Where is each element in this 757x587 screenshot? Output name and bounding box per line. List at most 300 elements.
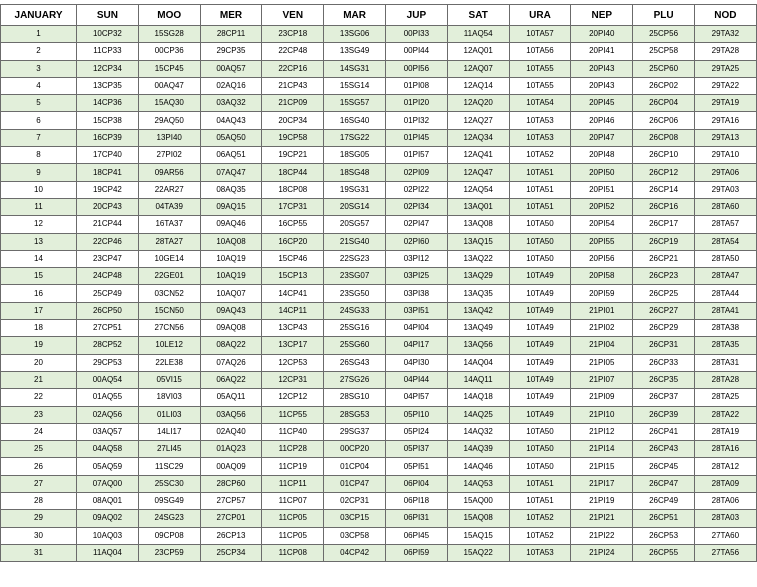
position-cell: 10TA49 bbox=[509, 371, 571, 388]
position-cell: 25CP49 bbox=[77, 285, 139, 302]
table-row bbox=[1, 302, 757, 319]
column-header-pluto: PLU bbox=[633, 5, 695, 26]
position-cell: 13SG06 bbox=[324, 26, 386, 43]
day-cell: 3 bbox=[1, 60, 77, 77]
day-cell: 16 bbox=[1, 285, 77, 302]
position-cell: 03AQ56 bbox=[200, 406, 262, 423]
table-row bbox=[1, 95, 757, 112]
position-cell: 25CP58 bbox=[633, 43, 695, 60]
position-cell: 00PI56 bbox=[385, 60, 447, 77]
position-cell: 29TA32 bbox=[694, 26, 756, 43]
position-cell: 28TA60 bbox=[694, 198, 756, 215]
day-cell: 18 bbox=[1, 320, 77, 337]
day-cell: 21 bbox=[1, 371, 77, 388]
position-cell: 28SG10 bbox=[324, 389, 386, 406]
position-cell: 01PI32 bbox=[385, 112, 447, 129]
column-header-sun: SUN bbox=[77, 5, 139, 26]
position-cell: 21SG40 bbox=[324, 233, 386, 250]
day-cell: 22 bbox=[1, 389, 77, 406]
position-cell: 13CP43 bbox=[262, 320, 324, 337]
position-cell: 18SG48 bbox=[324, 164, 386, 181]
position-cell: 05PI37 bbox=[385, 441, 447, 458]
position-cell: 02AQ56 bbox=[77, 406, 139, 423]
position-cell: 10AQ19 bbox=[200, 268, 262, 285]
position-cell: 03CP15 bbox=[324, 510, 386, 527]
table-row bbox=[1, 354, 757, 371]
position-cell: 21PI01 bbox=[571, 302, 633, 319]
position-cell: 28TA28 bbox=[694, 371, 756, 388]
position-cell: 10TA51 bbox=[509, 164, 571, 181]
position-cell: 01AQ55 bbox=[77, 389, 139, 406]
day-cell: 26 bbox=[1, 458, 77, 475]
position-cell: 03AQ57 bbox=[77, 423, 139, 440]
position-cell: 02PI60 bbox=[385, 233, 447, 250]
table-row bbox=[1, 147, 757, 164]
position-cell: 09AR56 bbox=[138, 164, 200, 181]
position-cell: 14AQ11 bbox=[447, 371, 509, 388]
position-cell: 29TA19 bbox=[694, 95, 756, 112]
position-cell: 04TA39 bbox=[138, 198, 200, 215]
position-cell: 26CP53 bbox=[633, 527, 695, 544]
position-cell: 06PI59 bbox=[385, 544, 447, 561]
position-cell: 25CP60 bbox=[633, 60, 695, 77]
position-cell: 20PI48 bbox=[571, 147, 633, 164]
position-cell: 29TA06 bbox=[694, 164, 756, 181]
position-cell: 28TA50 bbox=[694, 250, 756, 267]
position-cell: 26CP04 bbox=[633, 95, 695, 112]
day-cell: 19 bbox=[1, 337, 77, 354]
position-cell: 12AQ47 bbox=[447, 164, 509, 181]
table-row bbox=[1, 441, 757, 458]
position-cell: 24SG23 bbox=[138, 510, 200, 527]
position-cell: 13AQ56 bbox=[447, 337, 509, 354]
position-cell: 05AQ50 bbox=[200, 129, 262, 146]
position-cell: 09CP08 bbox=[138, 527, 200, 544]
position-cell: 28SG53 bbox=[324, 406, 386, 423]
position-cell: 14AQ18 bbox=[447, 389, 509, 406]
day-cell: 15 bbox=[1, 268, 77, 285]
position-cell: 20PI47 bbox=[571, 129, 633, 146]
position-cell: 15SG57 bbox=[324, 95, 386, 112]
position-cell: 20PI51 bbox=[571, 181, 633, 198]
table-row bbox=[1, 475, 757, 492]
position-cell: 05AQ11 bbox=[200, 389, 262, 406]
position-cell: 14AQ32 bbox=[447, 423, 509, 440]
table-row bbox=[1, 77, 757, 94]
position-cell: 15SG28 bbox=[138, 26, 200, 43]
table-row bbox=[1, 129, 757, 146]
table-row bbox=[1, 458, 757, 475]
position-cell: 28CP11 bbox=[200, 26, 262, 43]
position-cell: 09AQ08 bbox=[200, 320, 262, 337]
position-cell: 10TA51 bbox=[509, 475, 571, 492]
position-cell: 20CP43 bbox=[77, 198, 139, 215]
day-cell: 28 bbox=[1, 493, 77, 510]
position-cell: 07AQ00 bbox=[77, 475, 139, 492]
position-cell: 14AQ04 bbox=[447, 354, 509, 371]
position-cell: 29AQ50 bbox=[138, 112, 200, 129]
column-header-neptune: NEP bbox=[571, 5, 633, 26]
position-cell: 20PI40 bbox=[571, 26, 633, 43]
position-cell: 21CP09 bbox=[262, 95, 324, 112]
position-cell: 26CP37 bbox=[633, 389, 695, 406]
position-cell: 14AQ39 bbox=[447, 441, 509, 458]
position-cell: 10TA53 bbox=[509, 112, 571, 129]
position-cell: 02AQ40 bbox=[200, 423, 262, 440]
table-row bbox=[1, 60, 757, 77]
header-row bbox=[1, 5, 757, 26]
table-row bbox=[1, 389, 757, 406]
position-cell: 12AQ41 bbox=[447, 147, 509, 164]
position-cell: 26CP23 bbox=[633, 268, 695, 285]
position-cell: 29CP35 bbox=[200, 43, 262, 60]
position-cell: 00AQ54 bbox=[77, 371, 139, 388]
position-cell: 04PI30 bbox=[385, 354, 447, 371]
position-cell: 07AQ26 bbox=[200, 354, 262, 371]
position-cell: 16TA37 bbox=[138, 216, 200, 233]
position-cell: 00CP20 bbox=[324, 441, 386, 458]
position-cell: 13AQ08 bbox=[447, 216, 509, 233]
position-cell: 10TA51 bbox=[509, 198, 571, 215]
position-cell: 12AQ01 bbox=[447, 43, 509, 60]
day-cell: 17 bbox=[1, 302, 77, 319]
position-cell: 22CP46 bbox=[77, 233, 139, 250]
position-cell: 11CP08 bbox=[262, 544, 324, 561]
position-cell: 25CP34 bbox=[200, 544, 262, 561]
position-cell: 13AQ15 bbox=[447, 233, 509, 250]
position-cell: 04AQ58 bbox=[77, 441, 139, 458]
position-cell: 12AQ07 bbox=[447, 60, 509, 77]
position-cell: 10GE14 bbox=[138, 250, 200, 267]
position-cell: 16SG40 bbox=[324, 112, 386, 129]
position-cell: 15AQ22 bbox=[447, 544, 509, 561]
position-cell: 18CP08 bbox=[262, 181, 324, 198]
position-cell: 21CP43 bbox=[262, 77, 324, 94]
position-cell: 10AQ07 bbox=[200, 285, 262, 302]
position-cell: 20PI45 bbox=[571, 95, 633, 112]
position-cell: 10TA49 bbox=[509, 406, 571, 423]
position-cell: 26CP17 bbox=[633, 216, 695, 233]
day-cell: 5 bbox=[1, 95, 77, 112]
position-cell: 26CP13 bbox=[200, 527, 262, 544]
position-cell: 18SG05 bbox=[324, 147, 386, 164]
position-cell: 14LI17 bbox=[138, 423, 200, 440]
position-cell: 18VI03 bbox=[138, 389, 200, 406]
position-cell: 12AQ27 bbox=[447, 112, 509, 129]
position-cell: 09SG49 bbox=[138, 493, 200, 510]
position-cell: 04PI17 bbox=[385, 337, 447, 354]
position-cell: 10TA50 bbox=[509, 233, 571, 250]
position-cell: 26CP16 bbox=[633, 198, 695, 215]
position-cell: 10AQ08 bbox=[200, 233, 262, 250]
position-cell: 03PI25 bbox=[385, 268, 447, 285]
table-body bbox=[1, 26, 757, 562]
position-cell: 13AQ29 bbox=[447, 268, 509, 285]
position-cell: 19SG31 bbox=[324, 181, 386, 198]
position-cell: 28TA35 bbox=[694, 337, 756, 354]
position-cell: 10TA51 bbox=[509, 181, 571, 198]
position-cell: 28TA27 bbox=[138, 233, 200, 250]
position-cell: 10TA50 bbox=[509, 458, 571, 475]
position-cell: 03CP58 bbox=[324, 527, 386, 544]
position-cell: 01CP47 bbox=[324, 475, 386, 492]
position-cell: 11CP55 bbox=[262, 406, 324, 423]
position-cell: 00PI44 bbox=[385, 43, 447, 60]
position-cell: 20PI59 bbox=[571, 285, 633, 302]
position-cell: 01PI08 bbox=[385, 77, 447, 94]
day-cell: 10 bbox=[1, 181, 77, 198]
position-cell: 26CP08 bbox=[633, 129, 695, 146]
position-cell: 11CP05 bbox=[262, 527, 324, 544]
position-cell: 27SG26 bbox=[324, 371, 386, 388]
position-cell: 17CP31 bbox=[262, 198, 324, 215]
table-header bbox=[1, 5, 757, 26]
position-cell: 10TA50 bbox=[509, 441, 571, 458]
position-cell: 10TA49 bbox=[509, 285, 571, 302]
position-cell: 10AQ03 bbox=[77, 527, 139, 544]
position-cell: 29TA25 bbox=[694, 60, 756, 77]
position-cell: 18CP41 bbox=[77, 164, 139, 181]
ephemeris-table bbox=[0, 4, 757, 562]
position-cell: 09AQ46 bbox=[200, 216, 262, 233]
position-cell: 15AQ00 bbox=[447, 493, 509, 510]
position-cell: 09AQ43 bbox=[200, 302, 262, 319]
position-cell: 28TA12 bbox=[694, 458, 756, 475]
position-cell: 10TA52 bbox=[509, 147, 571, 164]
position-cell: 21PI09 bbox=[571, 389, 633, 406]
position-cell: 22AR27 bbox=[138, 181, 200, 198]
position-cell: 21PI05 bbox=[571, 354, 633, 371]
position-cell: 05VI15 bbox=[138, 371, 200, 388]
day-cell: 6 bbox=[1, 112, 77, 129]
position-cell: 28TA38 bbox=[694, 320, 756, 337]
position-cell: 10TA53 bbox=[509, 129, 571, 146]
position-cell: 00PI33 bbox=[385, 26, 447, 43]
position-cell: 21PI14 bbox=[571, 441, 633, 458]
position-cell: 26CP19 bbox=[633, 233, 695, 250]
table-row bbox=[1, 233, 757, 250]
position-cell: 10TA51 bbox=[509, 493, 571, 510]
position-cell: 11CP07 bbox=[262, 493, 324, 510]
position-cell: 06PI31 bbox=[385, 510, 447, 527]
position-cell: 10TA50 bbox=[509, 423, 571, 440]
position-cell: 11CP11 bbox=[262, 475, 324, 492]
table-row bbox=[1, 544, 757, 561]
position-cell: 06PI45 bbox=[385, 527, 447, 544]
position-cell: 26CP43 bbox=[633, 441, 695, 458]
position-cell: 10TA52 bbox=[509, 510, 571, 527]
table-row bbox=[1, 337, 757, 354]
day-cell: 2 bbox=[1, 43, 77, 60]
position-cell: 02PI09 bbox=[385, 164, 447, 181]
position-cell: 14SG31 bbox=[324, 60, 386, 77]
day-cell: 13 bbox=[1, 233, 77, 250]
position-cell: 11AQ54 bbox=[447, 26, 509, 43]
position-cell: 13CP35 bbox=[77, 77, 139, 94]
position-cell: 26CP39 bbox=[633, 406, 695, 423]
position-cell: 20PI41 bbox=[571, 43, 633, 60]
day-cell: 1 bbox=[1, 26, 77, 43]
position-cell: 29SG37 bbox=[324, 423, 386, 440]
position-cell: 03AQ32 bbox=[200, 95, 262, 112]
position-cell: 22LE38 bbox=[138, 354, 200, 371]
position-cell: 20PI58 bbox=[571, 268, 633, 285]
position-cell: 26CP10 bbox=[633, 147, 695, 164]
position-cell: 21PI15 bbox=[571, 458, 633, 475]
position-cell: 20SG57 bbox=[324, 216, 386, 233]
position-cell: 21PI04 bbox=[571, 337, 633, 354]
column-header-venus: VEN bbox=[262, 5, 324, 26]
position-cell: 10TA49 bbox=[509, 389, 571, 406]
position-cell: 15CP38 bbox=[77, 112, 139, 129]
position-cell: 23CP59 bbox=[138, 544, 200, 561]
position-cell: 02CP31 bbox=[324, 493, 386, 510]
position-cell: 03PI38 bbox=[385, 285, 447, 302]
position-cell: 14CP11 bbox=[262, 302, 324, 319]
table-row bbox=[1, 371, 757, 388]
position-cell: 12CP12 bbox=[262, 389, 324, 406]
position-cell: 28CP60 bbox=[200, 475, 262, 492]
position-cell: 14AQ25 bbox=[447, 406, 509, 423]
position-cell: 26CP25 bbox=[633, 285, 695, 302]
position-cell: 28TA44 bbox=[694, 285, 756, 302]
position-cell: 26CP31 bbox=[633, 337, 695, 354]
position-cell: 24SG33 bbox=[324, 302, 386, 319]
position-cell: 23SG07 bbox=[324, 268, 386, 285]
position-cell: 28TA09 bbox=[694, 475, 756, 492]
position-cell: 29CP53 bbox=[77, 354, 139, 371]
position-cell: 10TA49 bbox=[509, 320, 571, 337]
position-cell: 02PI22 bbox=[385, 181, 447, 198]
position-cell: 26CP33 bbox=[633, 354, 695, 371]
table-row bbox=[1, 250, 757, 267]
position-cell: 13AQ22 bbox=[447, 250, 509, 267]
position-cell: 28TA25 bbox=[694, 389, 756, 406]
position-cell: 20CP34 bbox=[262, 112, 324, 129]
position-cell: 01LI03 bbox=[138, 406, 200, 423]
position-cell: 15SG14 bbox=[324, 77, 386, 94]
position-cell: 10TA53 bbox=[509, 544, 571, 561]
position-cell: 26CP49 bbox=[633, 493, 695, 510]
position-cell: 10TA56 bbox=[509, 43, 571, 60]
column-header-uranus: URA bbox=[509, 5, 571, 26]
position-cell: 19CP58 bbox=[262, 129, 324, 146]
position-cell: 23CP18 bbox=[262, 26, 324, 43]
position-cell: 22CP16 bbox=[262, 60, 324, 77]
position-cell: 11CP19 bbox=[262, 458, 324, 475]
table-row bbox=[1, 493, 757, 510]
position-cell: 26CP50 bbox=[77, 302, 139, 319]
table-row bbox=[1, 112, 757, 129]
position-cell: 10TA49 bbox=[509, 302, 571, 319]
position-cell: 13CP17 bbox=[262, 337, 324, 354]
day-cell: 14 bbox=[1, 250, 77, 267]
position-cell: 20PI43 bbox=[571, 77, 633, 94]
position-cell: 27CN56 bbox=[138, 320, 200, 337]
position-cell: 15CN50 bbox=[138, 302, 200, 319]
position-cell: 29TA28 bbox=[694, 43, 756, 60]
position-cell: 21PI17 bbox=[571, 475, 633, 492]
day-cell: 30 bbox=[1, 527, 77, 544]
position-cell: 26CP29 bbox=[633, 320, 695, 337]
position-cell: 10TA55 bbox=[509, 60, 571, 77]
position-cell: 13AQ49 bbox=[447, 320, 509, 337]
position-cell: 05PI51 bbox=[385, 458, 447, 475]
position-cell: 16CP55 bbox=[262, 216, 324, 233]
position-cell: 11SC29 bbox=[138, 458, 200, 475]
position-cell: 22SG23 bbox=[324, 250, 386, 267]
table-row bbox=[1, 198, 757, 215]
position-cell: 20PI52 bbox=[571, 198, 633, 215]
position-cell: 15CP13 bbox=[262, 268, 324, 285]
position-cell: 01CP04 bbox=[324, 458, 386, 475]
position-cell: 27CP51 bbox=[77, 320, 139, 337]
position-cell: 26CP55 bbox=[633, 544, 695, 561]
position-cell: 00AQ57 bbox=[200, 60, 262, 77]
position-cell: 20PI55 bbox=[571, 233, 633, 250]
position-cell: 08AQ22 bbox=[200, 337, 262, 354]
position-cell: 20PI43 bbox=[571, 60, 633, 77]
position-cell: 10TA49 bbox=[509, 337, 571, 354]
position-cell: 20PI46 bbox=[571, 112, 633, 129]
position-cell: 23SG50 bbox=[324, 285, 386, 302]
position-cell: 20PI50 bbox=[571, 164, 633, 181]
position-cell: 28CP52 bbox=[77, 337, 139, 354]
position-cell: 14CP41 bbox=[262, 285, 324, 302]
position-cell: 10AQ19 bbox=[200, 250, 262, 267]
position-cell: 05PI10 bbox=[385, 406, 447, 423]
position-cell: 26CP02 bbox=[633, 77, 695, 94]
position-cell: 06PI18 bbox=[385, 493, 447, 510]
position-cell: 28TA57 bbox=[694, 216, 756, 233]
table-row bbox=[1, 423, 757, 440]
position-cell: 13SG49 bbox=[324, 43, 386, 60]
table-row bbox=[1, 181, 757, 198]
column-header-saturn: SAT bbox=[447, 5, 509, 26]
table-row bbox=[1, 216, 757, 233]
position-cell: 28TA06 bbox=[694, 493, 756, 510]
position-cell: 16CP20 bbox=[262, 233, 324, 250]
position-cell: 21PI10 bbox=[571, 406, 633, 423]
position-cell: 20PI56 bbox=[571, 250, 633, 267]
position-cell: 28TA03 bbox=[694, 510, 756, 527]
column-header-moon: MOO bbox=[138, 5, 200, 26]
position-cell: 12CP31 bbox=[262, 371, 324, 388]
position-cell: 21PI19 bbox=[571, 493, 633, 510]
position-cell: 12CP34 bbox=[77, 60, 139, 77]
day-cell: 11 bbox=[1, 198, 77, 215]
position-cell: 26CP27 bbox=[633, 302, 695, 319]
position-cell: 16CP39 bbox=[77, 129, 139, 146]
position-cell: 11CP33 bbox=[77, 43, 139, 60]
position-cell: 26CP14 bbox=[633, 181, 695, 198]
position-cell: 11CP05 bbox=[262, 510, 324, 527]
position-cell: 28TA19 bbox=[694, 423, 756, 440]
position-cell: 07AQ47 bbox=[200, 164, 262, 181]
position-cell: 08AQ35 bbox=[200, 181, 262, 198]
position-cell: 02AQ16 bbox=[200, 77, 262, 94]
position-cell: 21CP44 bbox=[77, 216, 139, 233]
position-cell: 21PI22 bbox=[571, 527, 633, 544]
position-cell: 05PI24 bbox=[385, 423, 447, 440]
position-cell: 10TA49 bbox=[509, 354, 571, 371]
position-cell: 29TA13 bbox=[694, 129, 756, 146]
position-cell: 27CP01 bbox=[200, 510, 262, 527]
position-cell: 29TA16 bbox=[694, 112, 756, 129]
table-row bbox=[1, 320, 757, 337]
position-cell: 10TA50 bbox=[509, 250, 571, 267]
day-cell: 12 bbox=[1, 216, 77, 233]
